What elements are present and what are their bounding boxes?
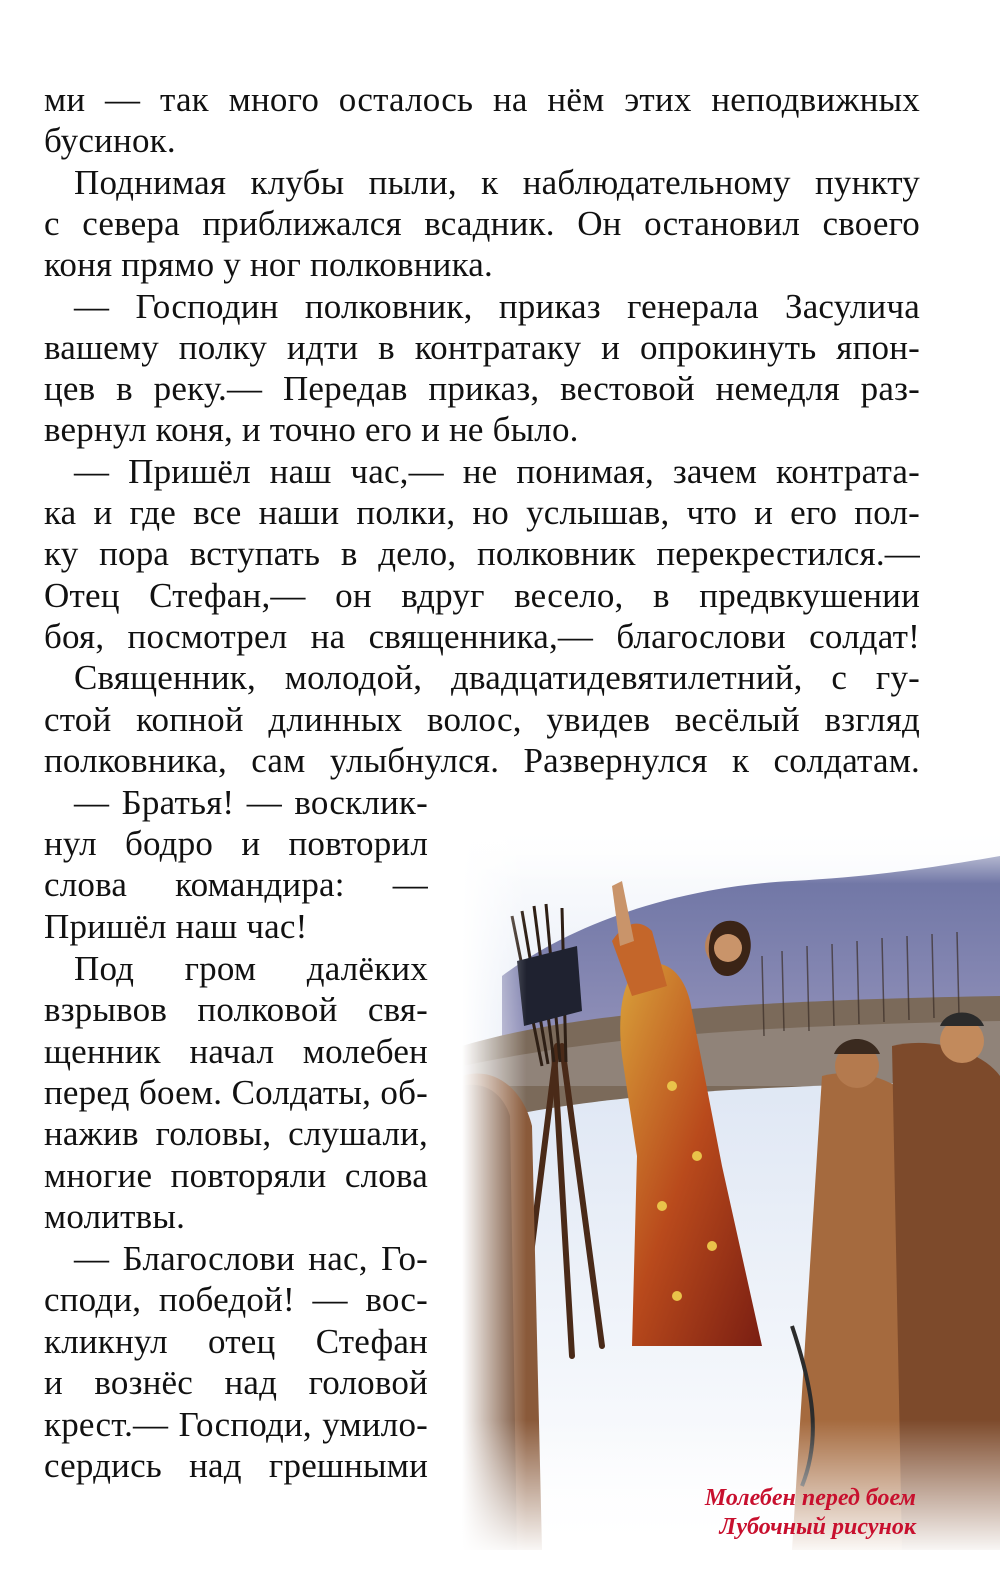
text-line: ми — так много осталось на нём этих неподвижных <box>44 80 920 119</box>
text-line: молитвы. <box>44 1197 186 1236</box>
text-line: многие повторяли слова <box>44 1156 428 1195</box>
text-line: слова командира: — <box>44 865 428 904</box>
text-line: сердись над грешными <box>44 1446 428 1485</box>
text-line: крест.— Господи, умило- <box>44 1405 428 1444</box>
text-line: цев в реку.— Передав приказ, вестовой немедля раз- <box>44 369 920 408</box>
text-line: ку пора вступать в дело, полковник перекрестился.— <box>44 534 920 573</box>
paragraph-first-line: Священник, молодой, двадцатидевятилетний, с гу- <box>74 658 920 697</box>
text-line: и вознёс над головой <box>44 1363 428 1402</box>
text-line: Пришёл наш час! <box>44 907 308 946</box>
illustration-caption-subtitle: Лубочный рисунок <box>719 1514 916 1540</box>
text-line: боя, посмотрел на священника,— благослови солдат! <box>44 617 920 656</box>
text-line: взрывов полковой свя- <box>44 990 428 1029</box>
paragraph-first-line: — Благослови нас, Го- <box>74 1239 428 1278</box>
text-line: ка и где все наши полки, но услышав, что и его пол- <box>44 493 920 532</box>
paragraph-first-line: — Пришёл наш час,— не понимая, зачем контрата- <box>74 452 920 491</box>
text-line: вернул коня, и точно его и не было. <box>44 410 579 449</box>
paragraph-first-line: Под гром далёких <box>74 949 428 988</box>
illustration-prayer-before-battle <box>462 826 1000 1550</box>
text-line: нул бодро и повторил <box>44 824 428 863</box>
text-line: нажив головы, слушали, <box>44 1114 428 1153</box>
text-line: кликнул отец Стефан <box>44 1322 428 1361</box>
text-line: коня прямо у ног полковника. <box>44 245 493 284</box>
text-line: споди, победой! — вос- <box>44 1280 428 1319</box>
text-line: перед боем. Солдаты, об- <box>44 1073 428 1112</box>
text-line: с севера приближался всадник. Он остановил своего <box>44 204 920 243</box>
paragraph-first-line: — Братья! — восклик- <box>74 783 428 822</box>
illustration-caption-title: Молебен перед боем <box>704 1485 916 1511</box>
text-line: Отец Стефан,— он вдруг весело, в предвкушении <box>44 576 920 615</box>
paragraph-first-line: Поднимая клубы пыли, к наблюдательному пункту <box>74 163 920 202</box>
text-line: стой копной длинных волос, увидев весёлый взгляд <box>44 700 920 739</box>
text-line: вашему полку идти в контратаку и опрокинуть япон- <box>44 328 920 367</box>
paragraph-first-line: — Господин полковник, приказ генерала Засулича <box>74 287 920 326</box>
text-line: бусинок. <box>44 121 176 160</box>
text-line: щенник начал молебен <box>44 1032 428 1071</box>
text-line: полковника, сам улыбнулся. Развернулся к солдатам. <box>44 741 920 780</box>
